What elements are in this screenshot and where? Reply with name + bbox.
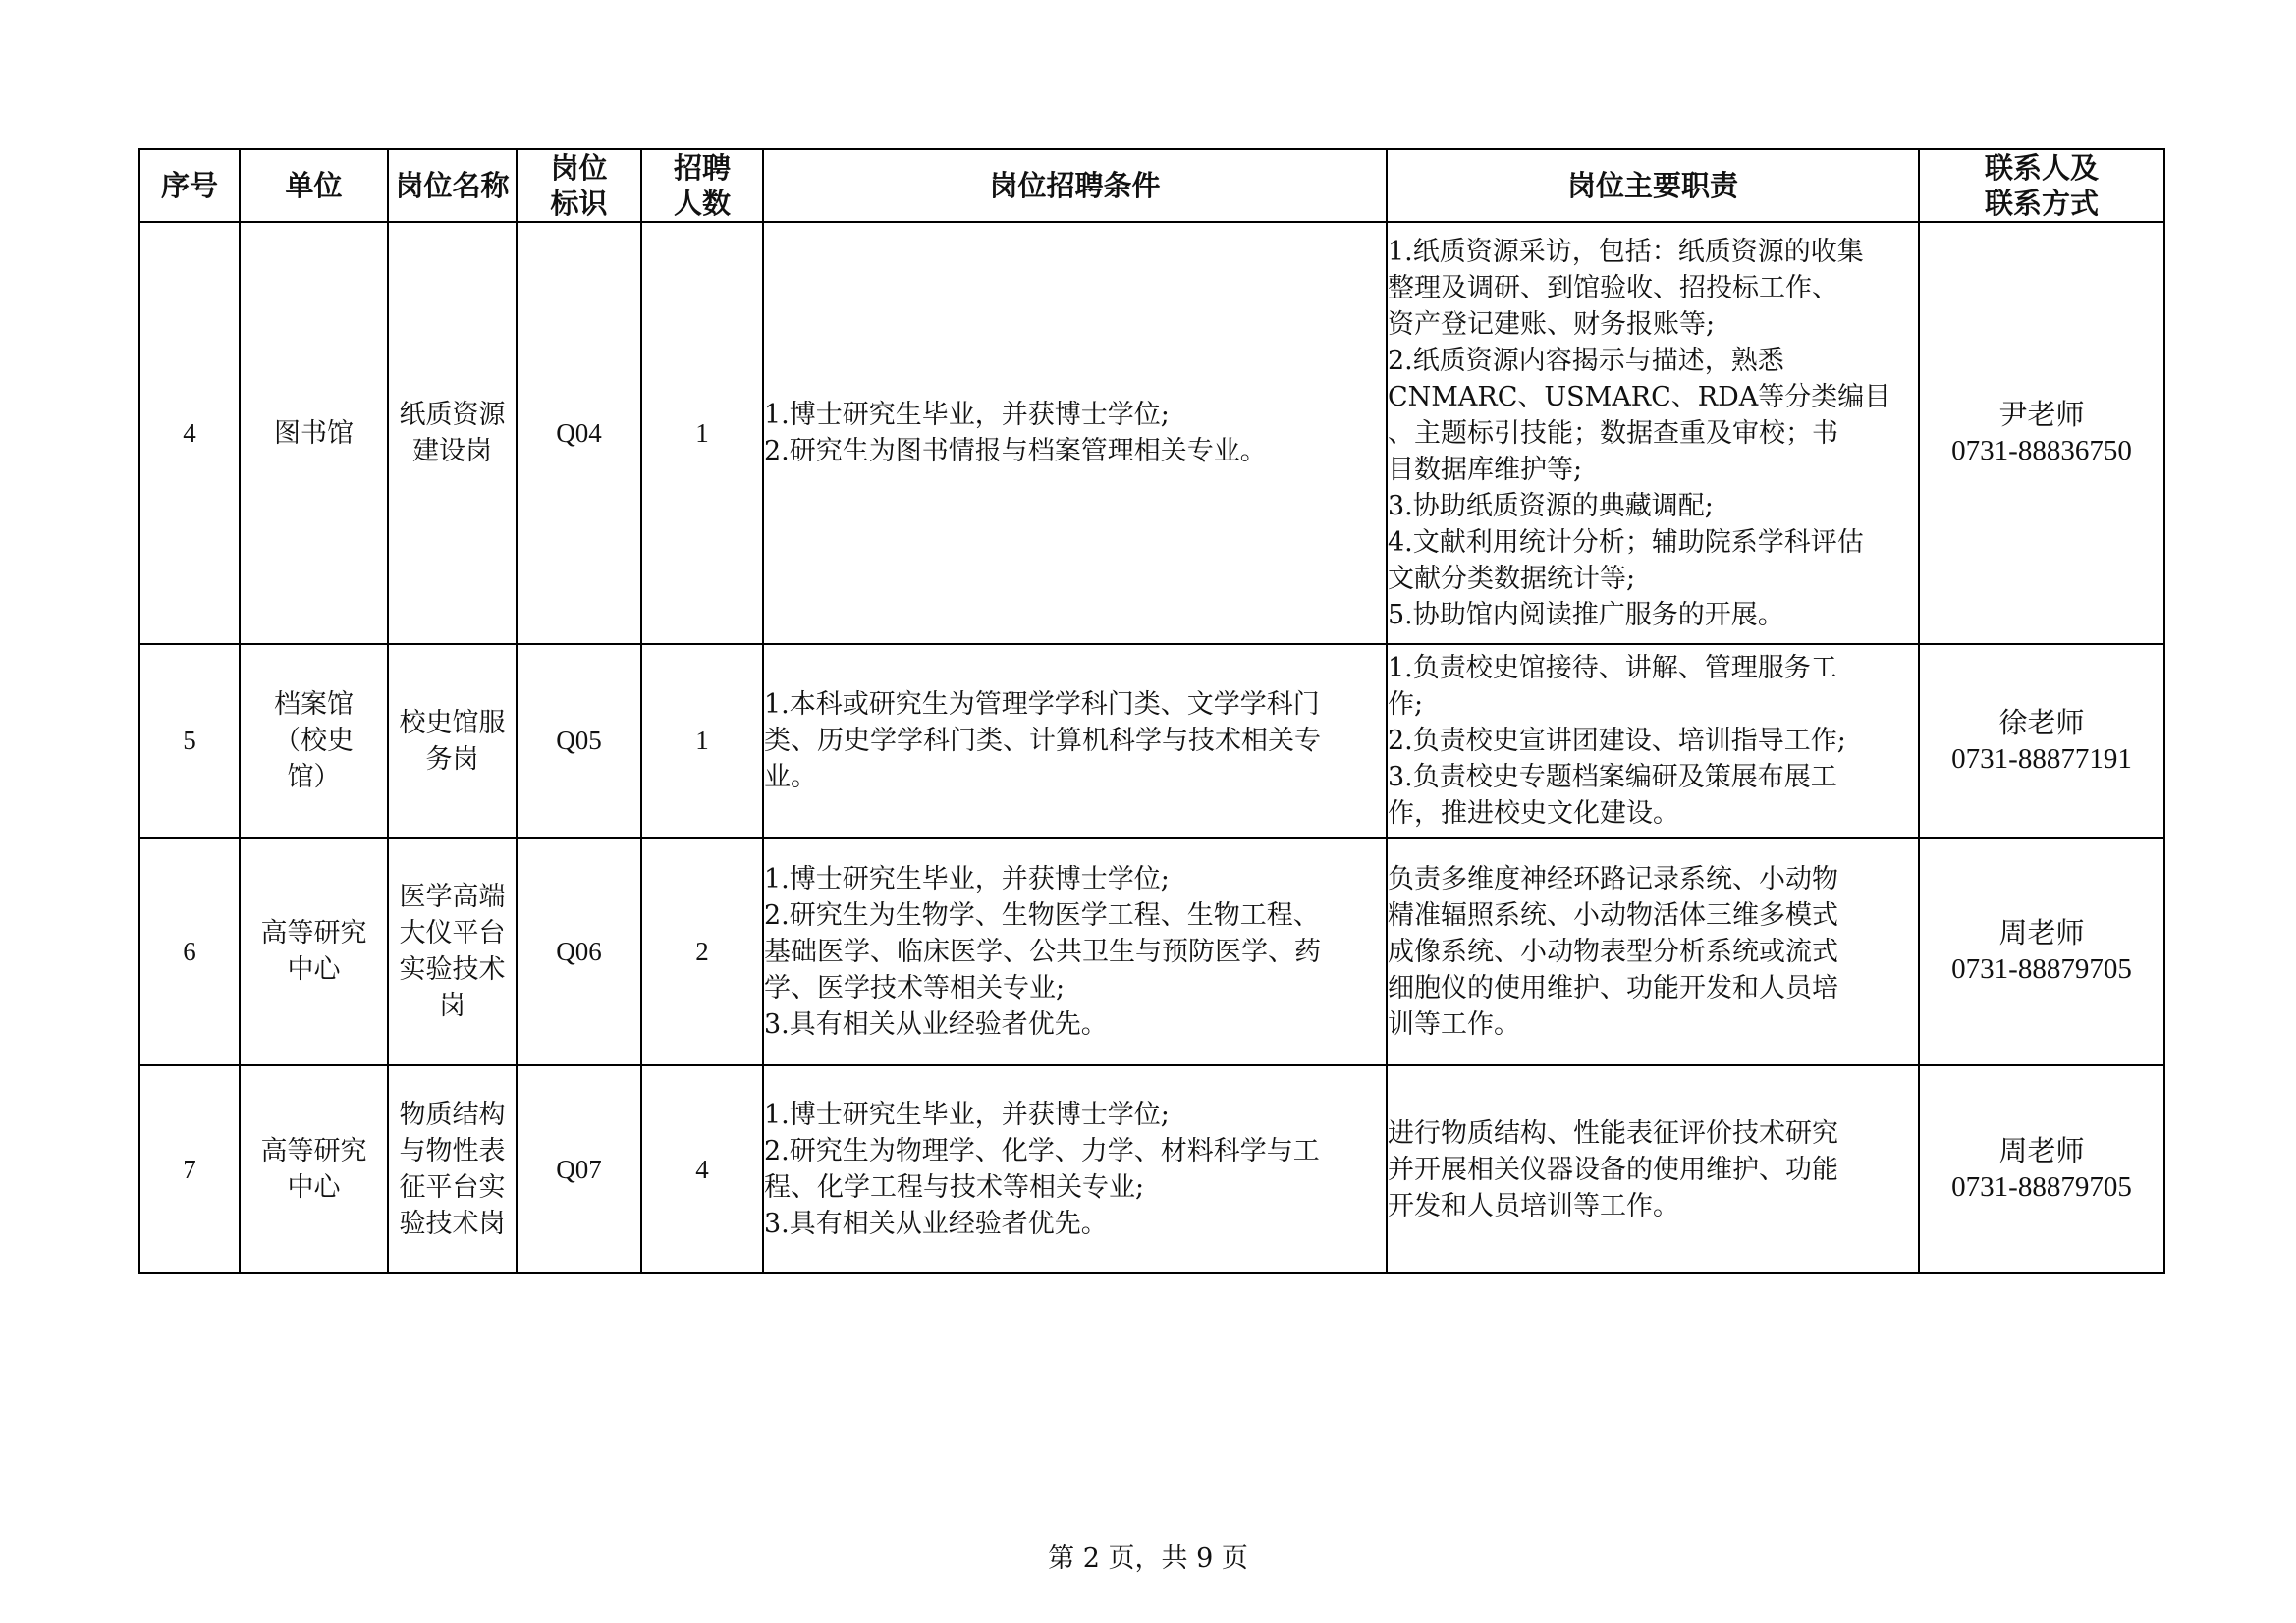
cell-count: 1 [641, 222, 763, 644]
duty-line: 细胞仪的使用维护、功能开发和人员培 [1388, 972, 1838, 1003]
table-header-row [139, 149, 2164, 222]
cell-post-code: Q05 [517, 644, 641, 838]
unit-line: （校史 [274, 726, 354, 756]
cell-post-name [388, 838, 517, 1065]
cell-requirements [763, 222, 1387, 644]
requirement-line: 2.研究生为物理学、化学、力学、材料科学与工 [764, 1136, 1320, 1166]
cell-count: 2 [641, 838, 763, 1065]
cell-contact [1919, 222, 2164, 644]
duty-line: 4.文献利用统计分析；辅助院系学科评估 [1388, 526, 1864, 558]
contact-name: 尹老师 [1998, 398, 2085, 431]
requirement-line: 程、化学工程与技术等相关专业; [764, 1172, 1145, 1203]
unit-line: 档案馆 [274, 689, 354, 720]
cell-unit [240, 838, 388, 1065]
duty-line: 2.负责校史宣讲团建设、培训指导工作; [1388, 726, 1846, 756]
table-body [139, 222, 2164, 1273]
requirement-line: 1.博士研究生毕业，并获博士学位; [764, 400, 1170, 430]
unit-line: 馆） [287, 762, 341, 792]
duty-line: 3.负责校史专题档案编研及策展布展工 [1388, 762, 1837, 792]
cell-duties [1387, 644, 1919, 838]
cell-post-name [388, 644, 517, 838]
cell-unit [240, 1065, 388, 1273]
duty-line: 2.纸质资源内容揭示与描述，熟悉 [1388, 345, 1784, 376]
post-name-line: 实验技术 [399, 954, 506, 985]
table-row [139, 222, 2164, 644]
post-name-line: 征平台实 [399, 1172, 506, 1203]
table-row [139, 644, 2164, 838]
post-name-line: 岗 [439, 991, 465, 1021]
post-name-line: 与物性表 [399, 1136, 506, 1166]
duty-line: 、主题标引技能；数据查重及审校；书 [1388, 417, 1838, 449]
header-contact [1919, 149, 2164, 222]
header-duties: 岗位主要职责 [1387, 149, 1919, 222]
table-row [139, 838, 2164, 1065]
duty-line: 1.纸质资源采访，包括：纸质资源的收集 [1388, 236, 1864, 267]
duty-line: 成像系统、小动物表型分析系统或流式 [1388, 936, 1838, 967]
duty-line: 开发和人员培训等工作。 [1388, 1190, 1679, 1221]
cell-seq: 7 [139, 1065, 240, 1273]
duty-line: 5.协助馆内阅读推广服务的开展。 [1388, 599, 1784, 630]
cell-seq: 5 [139, 644, 240, 838]
duty-line: 文献分类数据统计等; [1388, 563, 1636, 594]
requirement-line: 业。 [764, 762, 817, 792]
header-count-line: 人数 [673, 187, 731, 220]
unit-line: 图书馆 [274, 417, 354, 449]
cell-post-name [388, 222, 517, 644]
post-name-line: 医学高端 [399, 882, 506, 912]
duty-line: 目数据库维护等; [1388, 454, 1583, 485]
contact-name: 周老师 [1998, 1134, 2085, 1167]
cell-duties [1387, 1065, 1919, 1273]
cell-count: 4 [641, 1065, 763, 1273]
cell-requirements [763, 838, 1387, 1065]
header-count-line: 招聘 [673, 151, 731, 185]
table-row [139, 1065, 2164, 1273]
cell-seq: 4 [139, 222, 240, 644]
requirement-line: 基础医学、临床医学、公共卫生与预防医学、药 [764, 936, 1321, 967]
unit-line: 中心 [287, 1172, 341, 1203]
cell-contact [1919, 1065, 2164, 1273]
unit-line: 高等研究 [260, 1136, 367, 1166]
cell-post-code: Q06 [517, 838, 641, 1065]
requirement-line: 3.具有相关从业经验者优先。 [764, 1209, 1108, 1239]
post-name-line: 纸质资源 [399, 400, 506, 430]
requirement-line: 2.研究生为图书情报与档案管理相关专业。 [764, 436, 1267, 466]
contact-name: 周老师 [1998, 916, 2085, 949]
requirement-line: 1.博士研究生毕业，并获博士学位; [764, 863, 1170, 894]
cell-requirements [763, 1065, 1387, 1273]
duty-line: 并开展相关仪器设备的使用维护、功能 [1388, 1154, 1838, 1185]
recruitment-table [138, 148, 2165, 1274]
requirement-line: 学、医学技术等相关专业; [764, 972, 1066, 1003]
cell-unit [240, 222, 388, 644]
duty-line: 资产登记建账、财务报账等; [1388, 308, 1716, 340]
header-contact-line: 联系人及 [1984, 151, 2099, 185]
contact-phone: 0731-88879705 [1951, 953, 2132, 985]
header-count [641, 149, 763, 222]
post-name-line: 校史馆服 [399, 707, 506, 738]
contact-phone: 0731-88877191 [1951, 742, 2132, 775]
header-requirements: 岗位招聘条件 [763, 149, 1387, 222]
duty-line: 作，推进校史文化建设。 [1388, 798, 1679, 829]
requirement-line: 1.博士研究生毕业，并获博士学位; [764, 1100, 1170, 1130]
cell-contact [1919, 644, 2164, 838]
cell-requirements [763, 644, 1387, 838]
post-name-line: 大仪平台 [399, 918, 506, 948]
header-post-code-line: 标识 [550, 187, 608, 220]
duty-line: 作; [1388, 689, 1424, 720]
page-footer: 第 2 页，共 9 页 [1048, 1543, 1248, 1574]
duty-line: 1.负责校史馆接待、讲解、管理服务工 [1388, 653, 1837, 683]
duty-line: CNMARC、USMARC、RDA等分类编目 [1388, 381, 1891, 412]
post-name-line: 务岗 [425, 743, 479, 775]
cell-duties [1387, 222, 1919, 644]
cell-post-code: Q07 [517, 1065, 641, 1273]
header-post-code [517, 149, 641, 222]
post-name-line: 建设岗 [412, 436, 492, 466]
duty-line: 整理及调研、到馆验收、招投标工作、 [1388, 272, 1838, 303]
post-name-line: 验技术岗 [399, 1209, 506, 1239]
header-post-name: 岗位名称 [388, 149, 517, 222]
cell-contact [1919, 838, 2164, 1065]
requirement-line: 类、历史学学科门类、计算机科学与技术相关专 [764, 726, 1321, 756]
cell-seq: 6 [139, 838, 240, 1065]
duty-line: 3.协助纸质资源的典藏调配; [1388, 490, 1714, 521]
duty-line: 精准辐照系统、小动物活体三维多模式 [1388, 899, 1838, 931]
unit-line: 中心 [287, 954, 341, 985]
duty-line: 进行物质结构、性能表征评价技术研究 [1388, 1117, 1838, 1149]
cell-duties [1387, 838, 1919, 1065]
contact-phone: 0731-88836750 [1951, 435, 2132, 466]
cell-unit [240, 644, 388, 838]
contact-phone: 0731-88879705 [1951, 1171, 2132, 1203]
duty-line: 负责多维度神经环路记录系统、小动物 [1388, 863, 1838, 894]
header-contact-line: 联系方式 [1984, 187, 2099, 220]
contact-name: 徐老师 [1998, 705, 2085, 739]
cell-post-name [388, 1065, 517, 1273]
header-unit: 单位 [240, 149, 388, 222]
header-seq: 序号 [139, 149, 240, 222]
post-name-line: 物质结构 [399, 1100, 506, 1130]
requirement-line: 1.本科或研究生为管理学学科门类、文学学科门 [764, 689, 1320, 720]
requirement-line: 3.具有相关从业经验者优先。 [764, 1008, 1108, 1040]
cell-count: 1 [641, 644, 763, 838]
duty-line: 训等工作。 [1388, 1008, 1520, 1040]
unit-line: 高等研究 [260, 918, 367, 948]
requirement-line: 2.研究生为生物学、生物医学工程、生物工程、 [764, 899, 1320, 931]
header-post-code-line: 岗位 [550, 151, 608, 185]
cell-post-code: Q04 [517, 222, 641, 644]
